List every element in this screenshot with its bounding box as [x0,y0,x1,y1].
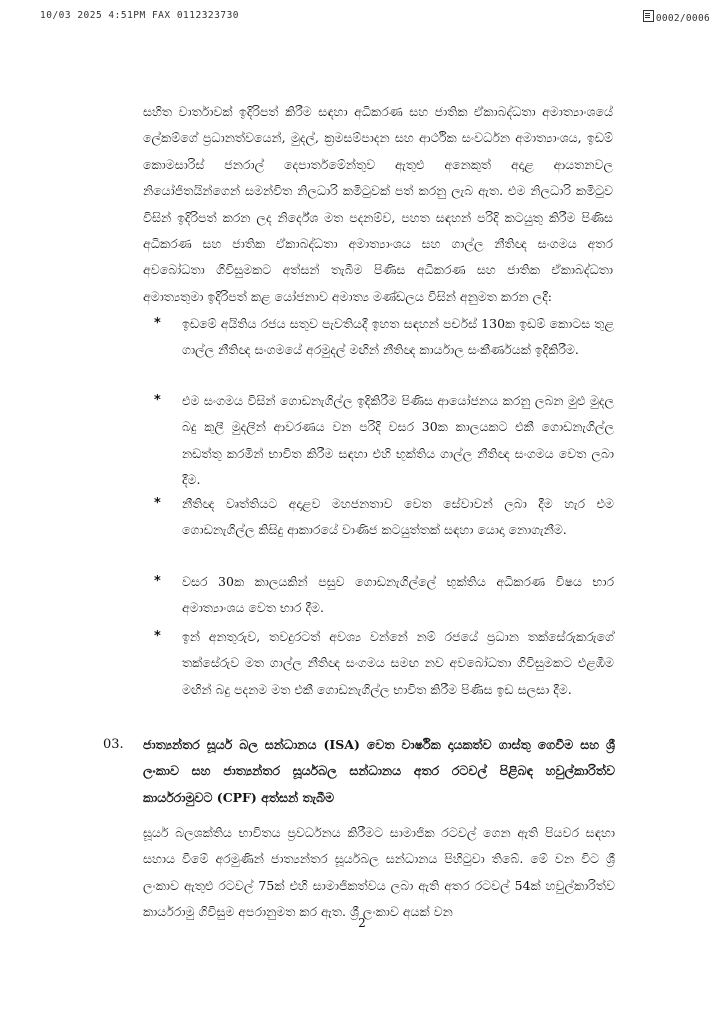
intro-paragraph-text: සහිත වාර්තාවක් ඉදිරිපත් කිරීම සඳහා අධිකරණ සහ ජාතික ඒකාබද්ධතා අමාත්‍යාංශයේ ලේකම්ගේ ප්‍රධානත්වයෙන්, මුදල්, ක්‍රමසම්පාදන සහ ආර්ථික සංවර්ධන අමාත්‍යාංශය, ඉඩම් කොමසාරිස් ජනරාල් දෙපාර්තමේන්තුව ඇතුළු අනෙකුත් අදාළ ආයතනවල නියෝජිතයින්ගෙන් සමන්විත නිලධාරි කමිටුවක් පත් කරනු ලැබ ඇත. එම නිලධාරි කමිටුව විසින් ඉදිරිපත් කරන ලද නිර්දේශ මත පදනම්ව, පහත සඳහන් පරිදි කටයුතු කිරීම පිණිස අධිකරණ සහ ජාතික ඒකාබද්ධතා අමාත්‍යාංශය සහ ගාල්ල නීතිඥ සංගමය අතර අවබෝධතා ගිවිසුමකට අත්සන් තැබීම පිණිස අධිකරණ සහ ජාතික ඒකාබද්ධතා අමාත්‍යතුමා ඉදිරිපත් කළ යෝජනාව අමාත්‍ය මණ්ඩලය විසින් අනුමත කරන ලදී: [143,104,613,304]
section-title: ජාත්‍යන්තර සූර්ය බල සන්ධානය (ISA) වෙත වාර්ෂික දායකත්ව ගාස්තු ගෙවීම සහ ශ්‍රී ලංකාව සහ ජාත්‍යන්තර සූර්යබල සන්ධානය අතර රටවල් පිළිබඳ හවුල්කාරිත්ව කාර්යරාමුවට (CPF) අත්සන් තැබීම [143,737,615,805]
fax-page-count: 0002/0006 [655,13,710,24]
bullet-marker: * [154,393,161,408]
list-item-text: එම සංගමය විසින් ගොඩනැගිල්ල ඉදිකිරීම පිණිස ආයෝජනය කරනු ලබන මුළු මුදල බදු කුලී මුදලින් ආවරණය වන පරිදි වසර 30ක කාලයකට එකී ගොඩනැගිල්ල නඩත්තු කරමින් භාවිත කිරීම සඳහා එහි භුක්තිය ගාල්ල නීතිඥ සංගමය වෙත ලබා දීම. [182,393,614,488]
list-item-text: වසර 30ක කාලයකින් පසුව ගොඩනැගිල්ලේ භුක්තිය අධිකරණ විෂය භාර අමාත්‍යාංශය වෙත භාර දීම. [182,574,614,616]
fax-page-counter [643,10,710,24]
document-icon [643,10,654,22]
list-item-text: ඉන් අනතුරුව, තවදුරටත් අවශ්‍ය වන්නේ නම් රජයේ ප්‍රධාන තක්සේරුකරුගේ තක්සේරුව මත ගාල්ල නීතිඥ සංගමය සමඟ නව අවබෝධතා ගිවිසුමකට එළඹීම මඟින් බදු පදනම මත එකී ගොඩනැගිල්ල භාවිත කිරීම පිණිස ඉඩ සලසා දීම. [182,629,614,697]
page-number: 2 [358,916,366,930]
list-item-text: නීතිඥ වෘත්තියට අදාළව මහජනතාව වෙත සේවාවන් ලබා දීම හැර එම ගොඩනැගිල්ල කිසිදු ආකාරයේ වාණිජ කටයුත්තක් සඳහා යොදා නොගැනීම. [182,496,614,538]
section-paragraph: සූර්ය බලශක්තිය භාවිතය ප්‍රවර්ධනය කිරීමට සාමාජික රටවල් ගෙන ඇති පියවර සඳහා සහාය වීමේ අරමුණින් ජාත්‍යන්තර සූර්යබල සන්ධානය පිහිටුවා තිබේ. මේ වන විට ශ්‍රී ලංකාව ඇතුළු රටවල් 75ක් එහි සාමාජිකත්වය ලබා ඇති අතර රටවල් 54ක් හවුල්කාරිත්ව කාර්යරාමු ගිවිසුම අපරානුමත කර ඇත. ශ්‍රී ලංකාව අයක් වන [143,825,615,920]
section-number: 03. [103,737,124,752]
bullet-marker: * [154,496,161,511]
intro-paragraph [143,99,613,310]
fax-transmission-info: 10/03 2025 4:51PM FAX 0112323730 [40,10,240,21]
bullet-marker: * [154,629,161,644]
list-item-text: ඉඩමේ අයිතිය රජය සතුව පැවතියදී ඉහත සඳහන් පර්චස් 130ක ඉඩම් කොටස තුළ ගාල්ල නීතිඥ සංගමයේ අරමුදල් මඟින් නීතිඥ කාර්යාල සංකීර්ණයක් ඉදිකිරීම. [182,316,614,358]
bullet-marker: * [154,574,161,589]
bullet-marker: * [154,316,161,331]
fax-header [40,10,710,26]
